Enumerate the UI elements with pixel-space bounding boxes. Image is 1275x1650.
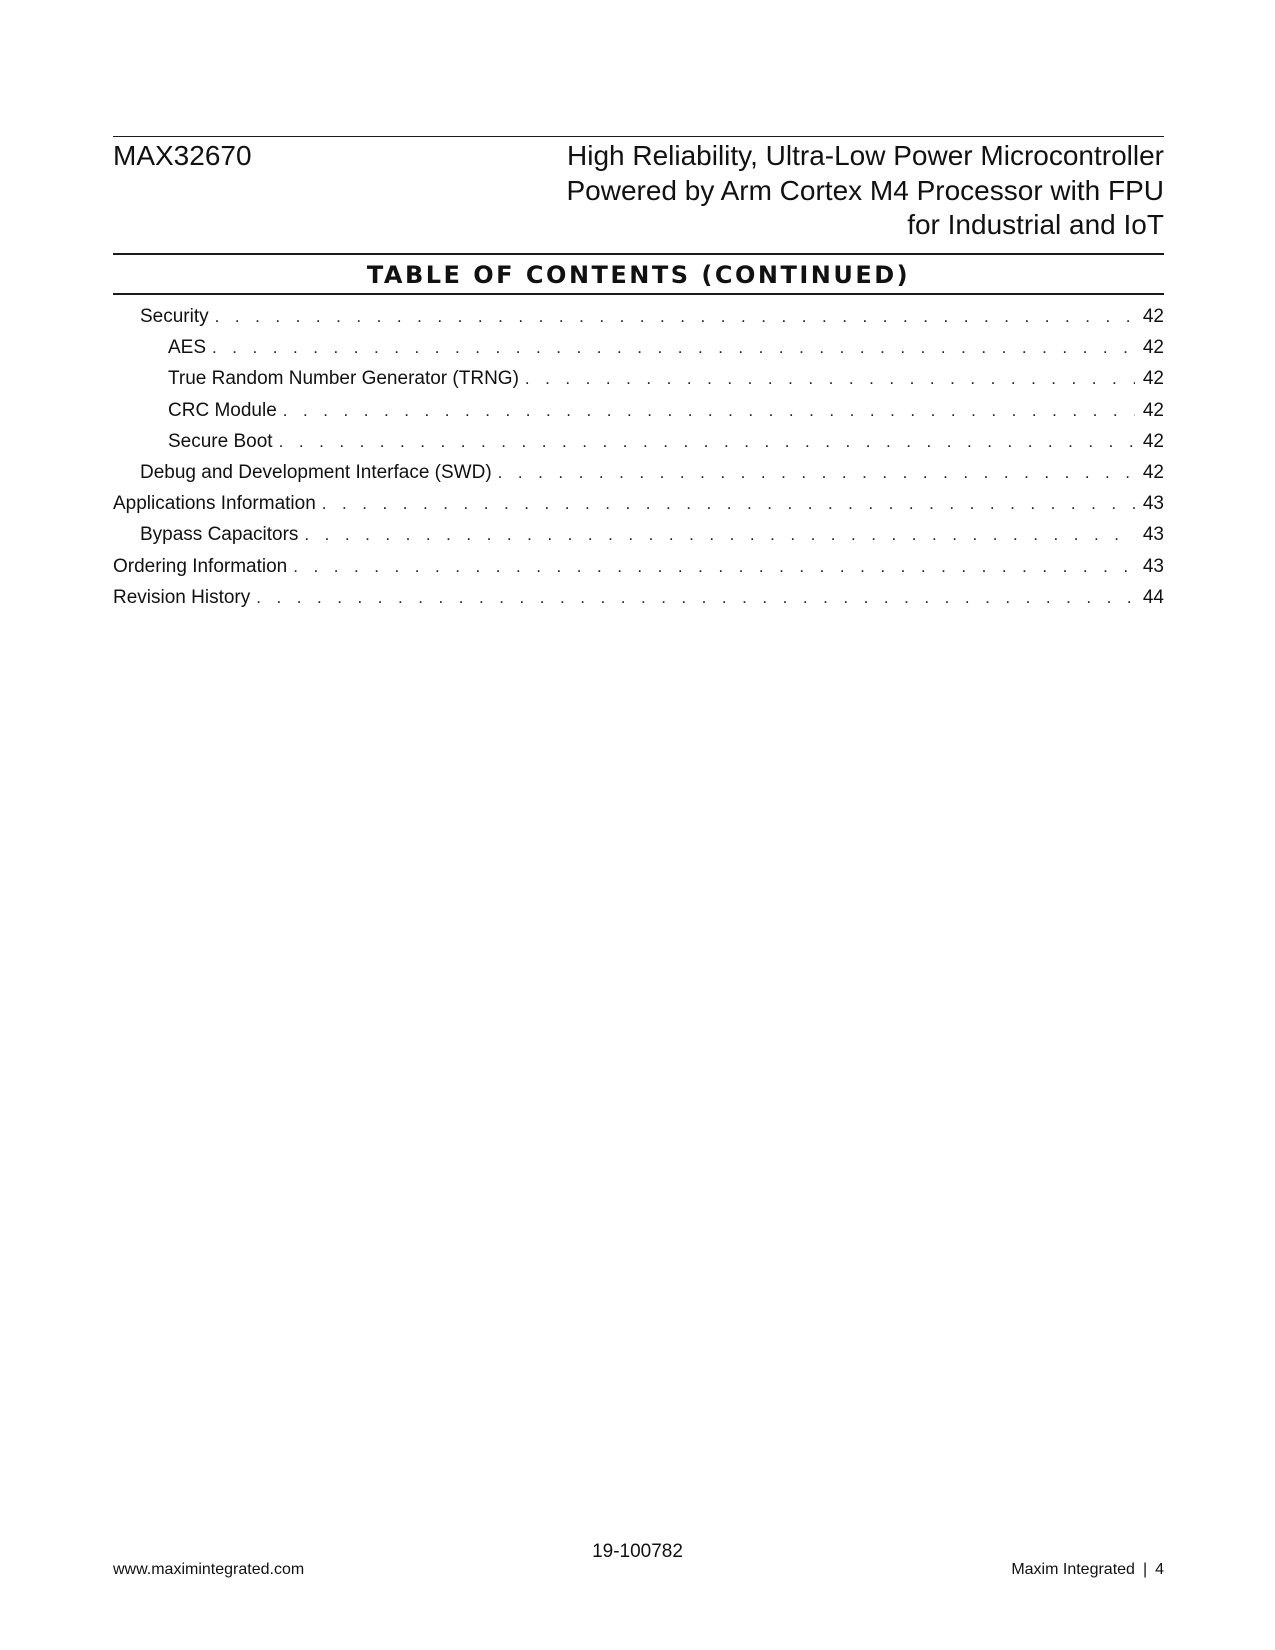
footer-company-page	[1011, 1560, 1164, 1580]
document-title-line-2: Powered by Arm Cortex M4 Processor with FPU	[566, 174, 1164, 206]
toc-entry-title: Revision History	[113, 586, 251, 608]
toc-dot-leader	[215, 301, 1135, 332]
website-link[interactable]: www.maximintegrated.com	[113, 1561, 305, 1578]
toc-heading-top-rule	[113, 253, 1164, 255]
toc-entry-title: Security	[140, 306, 209, 327]
toc-entry-page: 42	[1142, 461, 1164, 483]
document-title-line-1: High Reliability, Ultra-Low Power Microcontroller	[567, 140, 1164, 171]
header-top-rule	[113, 136, 1164, 137]
toc-list	[113, 301, 1164, 613]
toc-entry-page: 42	[1142, 430, 1164, 452]
toc-entry-crc-module[interactable]	[113, 395, 1164, 426]
toc-dot-leader	[283, 395, 1135, 426]
toc-entry-title: True Random Number Generator (TRNG)	[168, 368, 519, 390]
document-title-line-3: for Industrial and IoT	[907, 209, 1164, 240]
toc-entry-security[interactable]	[113, 301, 1164, 332]
toc-entry-page: 43	[1142, 555, 1164, 577]
toc-entry-title: Ordering Information	[113, 555, 288, 577]
toc-entry-page: 44	[1142, 586, 1164, 608]
toc-entry-page: 42	[1142, 399, 1164, 421]
toc-entry-ordering-information[interactable]	[113, 551, 1164, 582]
footer-separator: |	[1142, 1561, 1148, 1578]
toc-entry-revision-history[interactable]	[113, 582, 1164, 613]
toc-entry-page: 42	[1142, 306, 1164, 327]
toc-dot-leader	[293, 551, 1135, 582]
toc-entry-page: 42	[1142, 368, 1164, 390]
toc-entry-title: CRC Module	[168, 399, 277, 421]
toc-heading: TABLE OF CONTENTS (CONTINUED)	[366, 261, 911, 289]
company-name: Maxim Integrated	[1011, 1561, 1135, 1578]
toc-entry-trng[interactable]	[113, 363, 1164, 394]
toc-entry-title: Bypass Capacitors	[140, 524, 299, 546]
toc-dot-leader	[498, 457, 1135, 488]
page-number: 4	[1155, 1561, 1164, 1578]
document-number: 19-100782	[592, 1541, 683, 1562]
toc-entry-secure-boot[interactable]	[113, 426, 1164, 457]
toc-entry-title: Secure Boot	[168, 430, 273, 452]
toc-entry-bypass-capacitors[interactable]	[113, 519, 1164, 550]
toc-dot-leader	[304, 519, 1134, 550]
toc-entry-title: AES	[168, 337, 207, 359]
toc-entry-title: Debug and Development Interface (SWD)	[140, 461, 492, 483]
toc-entry-debug-interface[interactable]	[113, 457, 1164, 488]
document-title	[464, 139, 1164, 243]
toc-entry-applications-information[interactable]	[113, 488, 1164, 519]
part-number: MAX32670	[113, 140, 252, 171]
toc-dot-leader	[279, 426, 1135, 457]
toc-dot-leader	[525, 363, 1135, 394]
toc-entry-page: 43	[1142, 493, 1164, 515]
toc-dot-leader	[322, 488, 1135, 519]
toc-dot-leader	[256, 582, 1135, 613]
toc-entry-aes[interactable]	[113, 332, 1164, 363]
toc-entry-page: 43	[1142, 524, 1164, 546]
toc-entry-title: Applications Information	[113, 493, 316, 515]
toc-entry-page: 42	[1142, 337, 1164, 359]
toc-dot-leader	[212, 332, 1135, 363]
toc-heading-bottom-rule	[113, 293, 1164, 295]
